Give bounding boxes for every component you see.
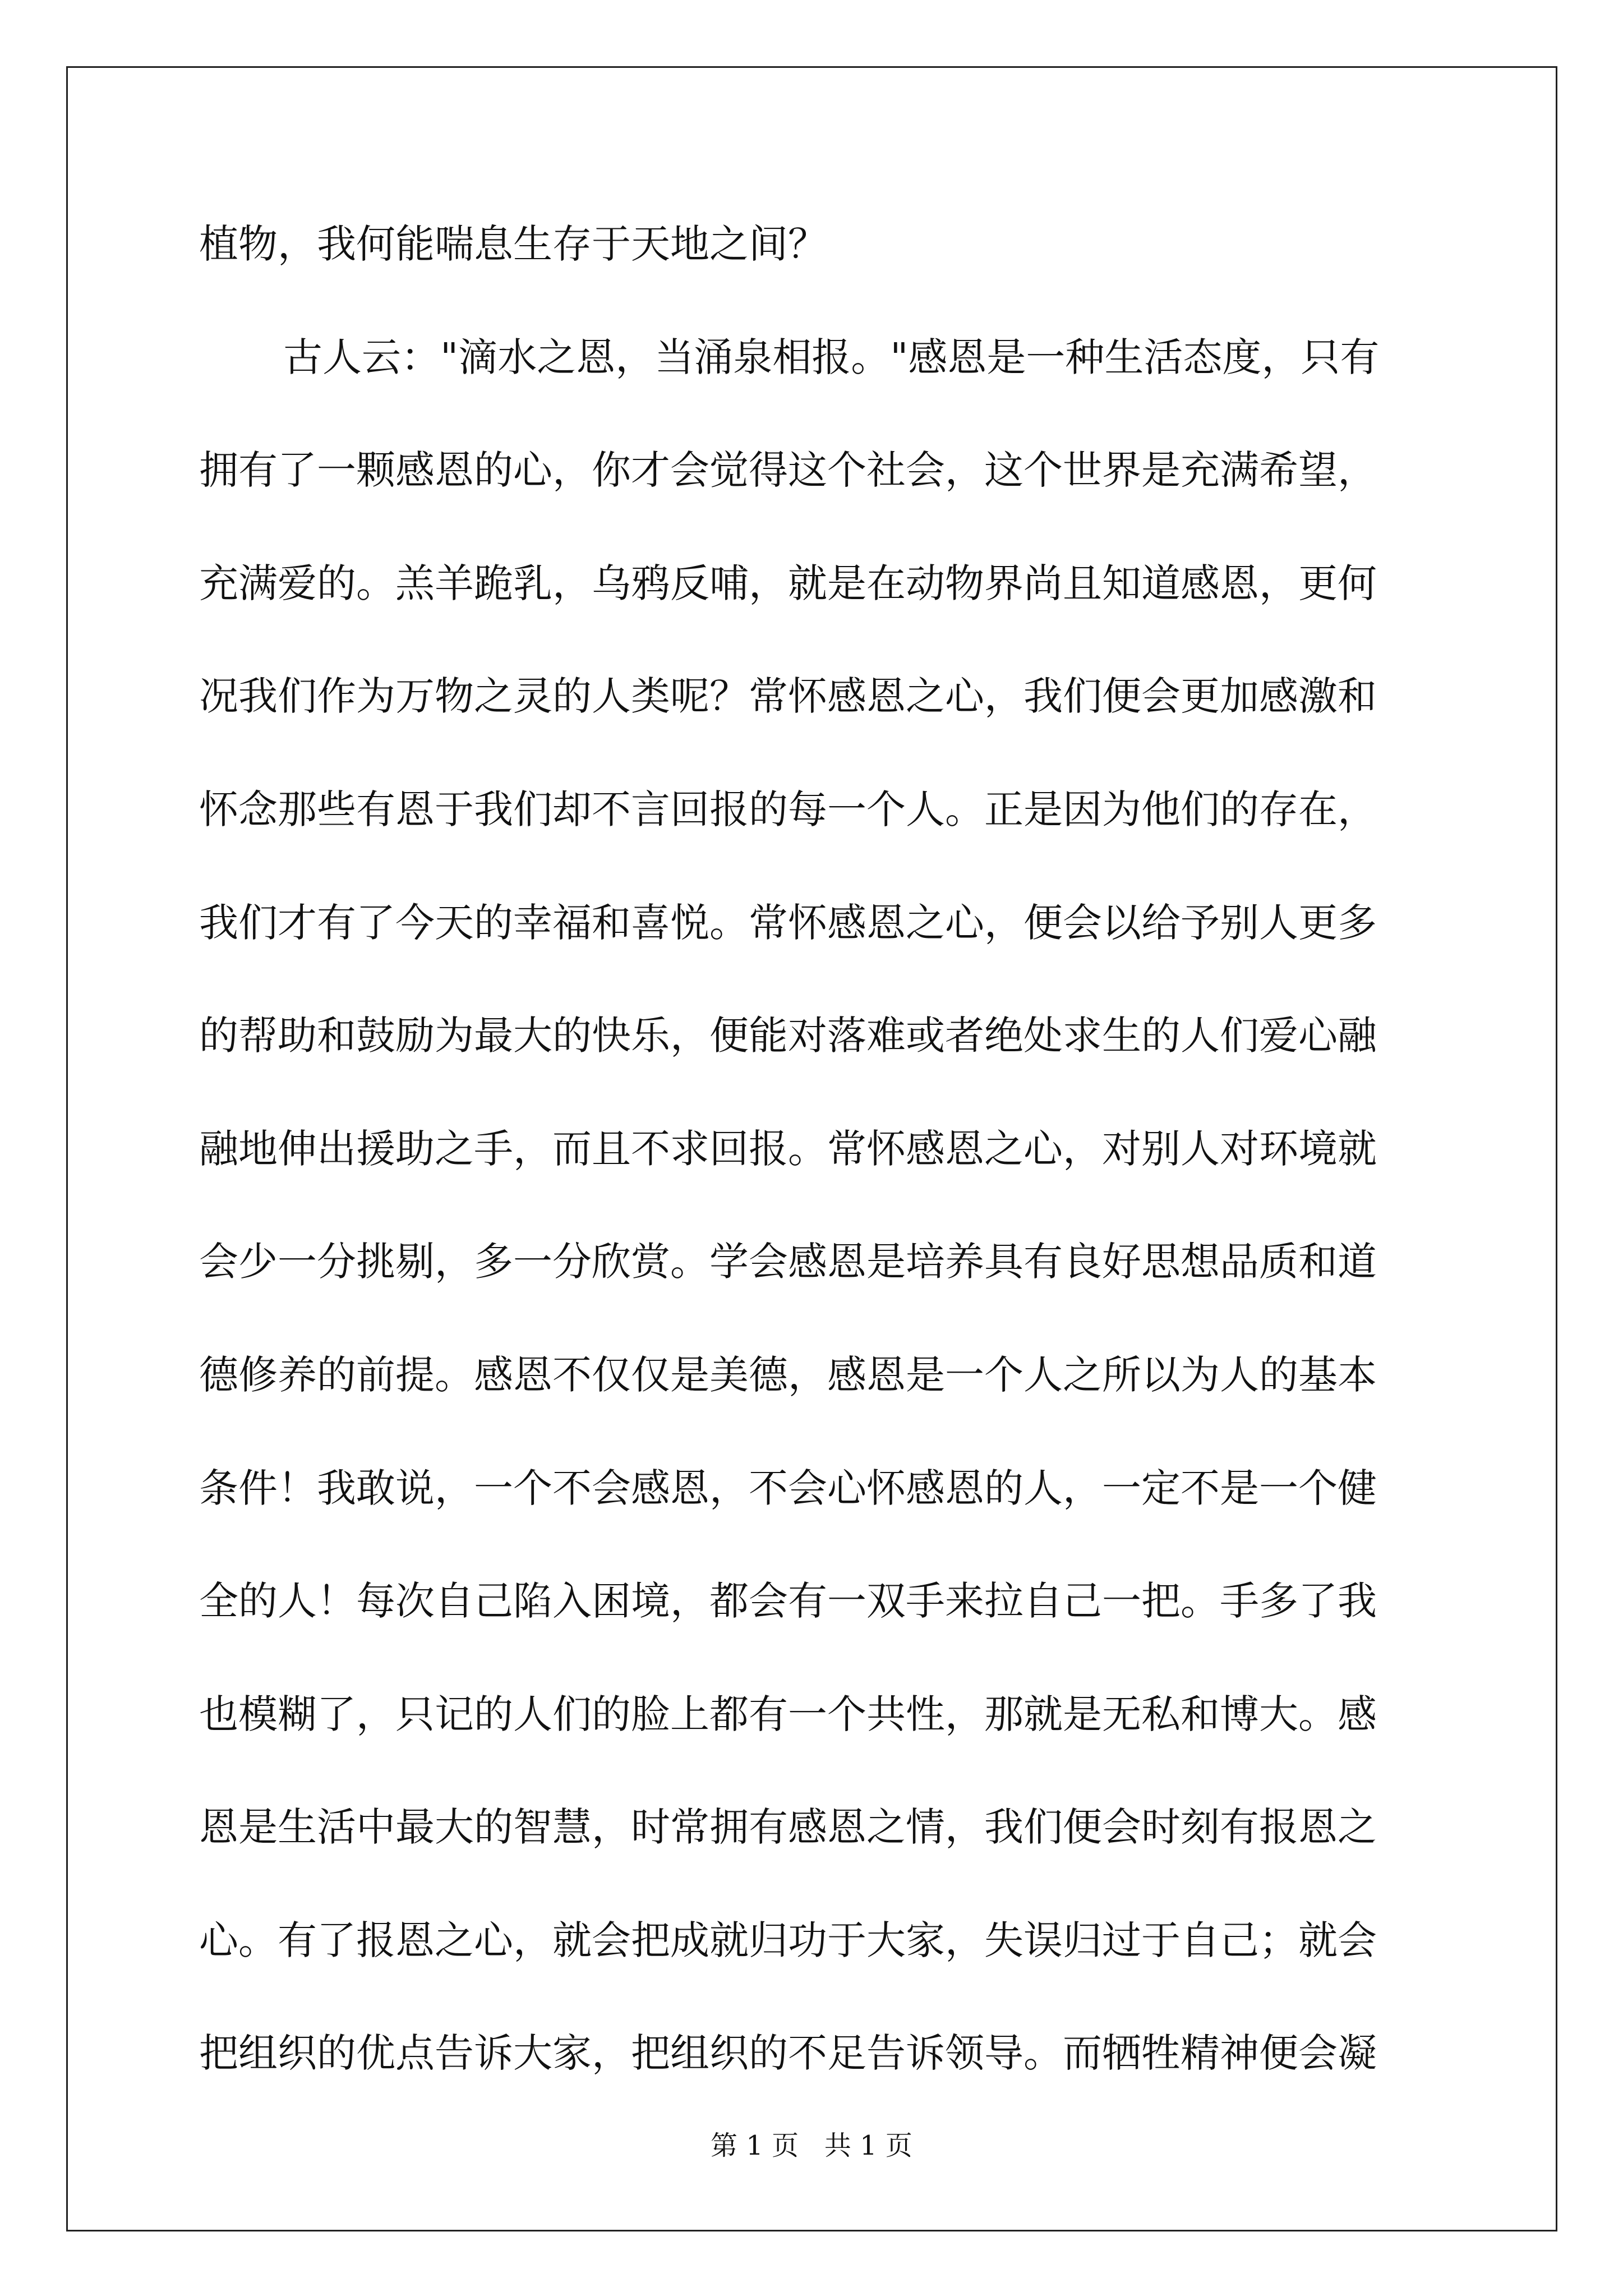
text-line: 也模糊了，只记的人们的脸上都有一个共性，那就是无私和博大。感 bbox=[199, 1691, 1377, 1737]
text-line: 怀念那些有恩于我们却不言回报的每一个人。正是因为他们的存在， bbox=[199, 786, 1377, 832]
text-line: 心。有了报恩之心，就会把成就归功于大家，失误归过于自己；就会 bbox=[199, 1917, 1377, 1963]
text-line: 把组织的优点告诉大家，把组织的不足告诉领导。而牺牲精神便会凝 bbox=[199, 2030, 1377, 2076]
text-line: 我们才有了今天的幸福和喜悦。常怀感恩之心，便会以给予别人更多 bbox=[199, 900, 1377, 946]
text-line: 的帮助和鼓励为最大的快乐，便能对落难或者绝处求生的人们爱心融 bbox=[199, 1013, 1377, 1059]
text-line: 况我们作为万物之灵的人类呢？常怀感恩之心，我们便会更加感激和 bbox=[199, 673, 1377, 719]
text-line: 充满爱的。羔羊跪乳，乌鸦反哺，就是在动物界尚且知道感恩，更何 bbox=[199, 560, 1377, 606]
text-line: 条件！我敢说，一个不会感恩，不会心怀感恩的人，一定不是一个健 bbox=[199, 1465, 1377, 1511]
paragraph-first-line: 古人云："滴水之恩，当涌泉相报。"感恩是一种生活态度，只有 bbox=[283, 334, 1380, 380]
text-line: 植物，我何能喘息生存于天地之间？ bbox=[199, 221, 827, 267]
text-line: 德修养的前提。感恩不仅仅是美德，感恩是一个人之所以为人的基本 bbox=[199, 1352, 1377, 1398]
page-number-footer: 第 1 页 共 1 页 bbox=[711, 2130, 912, 2161]
text-line: 拥有了一颗感恩的心，你才会觉得这个社会，这个世界是充满希望， bbox=[199, 447, 1377, 493]
text-line: 全的人！每次自己陷入困境，都会有一双手来拉自己一把。手多了我 bbox=[199, 1578, 1377, 1624]
text-line: 融地伸出援助之手，而且不求回报。常怀感恩之心，对别人对环境就 bbox=[199, 1126, 1377, 1172]
text-line: 会少一分挑剔，多一分欣赏。学会感恩是培养具有良好思想品质和道 bbox=[199, 1239, 1377, 1285]
text-line: 恩是生活中最大的智慧，时常拥有感恩之情，我们便会时刻有报恩之 bbox=[199, 1804, 1377, 1850]
